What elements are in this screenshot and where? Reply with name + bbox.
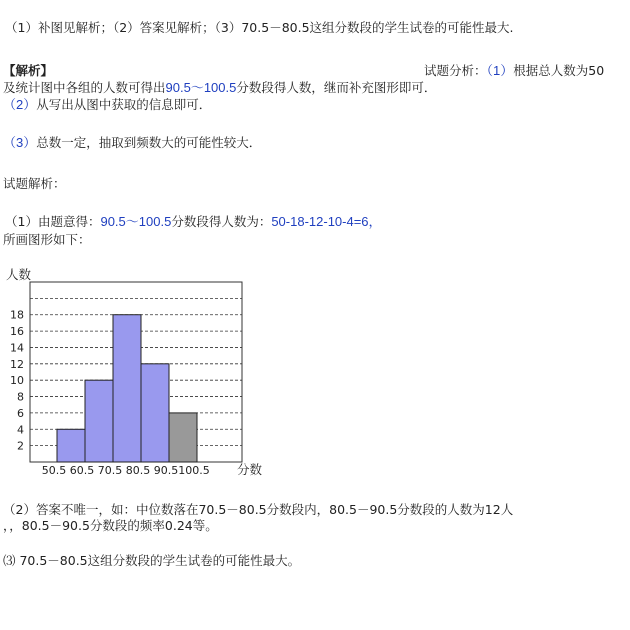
bar <box>169 413 197 462</box>
sol-p1-expr: 50-18-12-10-4=6， <box>271 214 382 229</box>
x-tick-label: 100.5 <box>178 464 210 477</box>
x-tick-labels <box>42 464 210 477</box>
analysis-label: 试题分析： <box>424 63 487 78</box>
sol-p3: ⑶ 70.5－80.5这组分数段的学生试卷的可能性最大。 <box>3 553 301 568</box>
solution-line-1 <box>5 214 382 230</box>
analysis-p1-text-b: 及统计图中各组的人数可得出 <box>3 80 166 95</box>
bar <box>113 315 141 462</box>
analysis-p1-num: （1） <box>486 63 514 78</box>
analysis-line-4 <box>3 135 261 151</box>
analysis-header: 【解析】 <box>3 63 54 78</box>
analysis-p3-text: 总数一定，抽取到频数大的可能性较大． <box>36 135 262 150</box>
sol-p2-line-2: ，，80.5－90.5分数段的频率0.24等。 <box>3 518 218 533</box>
analysis-p2-text: 从写出从图中获取的信息即可． <box>36 97 212 112</box>
bars <box>57 315 197 462</box>
sol-p1-text-c: 所画图形如下： <box>3 232 91 247</box>
bar <box>85 380 113 462</box>
y-tick-label: 14 <box>10 341 24 355</box>
y-tick-label: 16 <box>10 325 24 339</box>
analysis-line-2 <box>3 80 436 96</box>
sol-p2-line-1: （2）答案不唯一，如：中位数落在70.5－80.5分数段内，80.5－90.5分数段的人数为12人 <box>3 502 514 517</box>
x-tick-label: 70.5 <box>97 464 123 477</box>
y-tick-label: 12 <box>10 357 24 371</box>
y-tick-label: 8 <box>17 390 24 404</box>
sol-p1-text-b: 分数段得人数为： <box>171 214 272 229</box>
sol-p1-range: 90.5～100.5 <box>100 214 172 229</box>
analysis-p1-text-a: 根据总人数为50 <box>513 63 605 78</box>
y-tick-label: 4 <box>17 423 24 437</box>
sol-p1-text-a: （1）由题意得： <box>5 214 101 229</box>
answer-summary: （1）补图见解析；（2）答案见解析；（3）70.5－80.5这组分数段的学生试卷的可能性最大. <box>5 20 514 35</box>
y-tick-label: 6 <box>17 406 24 420</box>
analysis-line-3 <box>3 97 211 113</box>
bar <box>141 364 169 462</box>
y-axis-label: 人数 <box>6 267 32 282</box>
histogram-chart <box>0 262 300 482</box>
y-tick-label: 10 <box>10 374 24 388</box>
analysis-p2-num: （2） <box>3 97 37 112</box>
x-tick-label: 90.5 <box>153 464 179 477</box>
solution-label: 试题解析： <box>3 176 66 191</box>
analysis-p1-text-c: 分数段得人数，继而补充图形即可． <box>236 80 437 95</box>
y-tick-label: 2 <box>17 439 24 453</box>
x-tick-label: 80.5 <box>125 464 151 477</box>
x-tick-label: 50.5 <box>41 464 67 477</box>
analysis-p3-num: （3） <box>3 135 37 150</box>
bar <box>57 429 85 462</box>
analysis-p1-range: 90.5～100.5 <box>165 80 237 95</box>
x-axis-label: 分数 <box>237 462 263 477</box>
y-tick-label: 18 <box>10 308 24 322</box>
analysis-line-1 <box>424 63 604 79</box>
x-tick-label: 60.5 <box>69 464 95 477</box>
y-tick-labels <box>10 309 24 453</box>
